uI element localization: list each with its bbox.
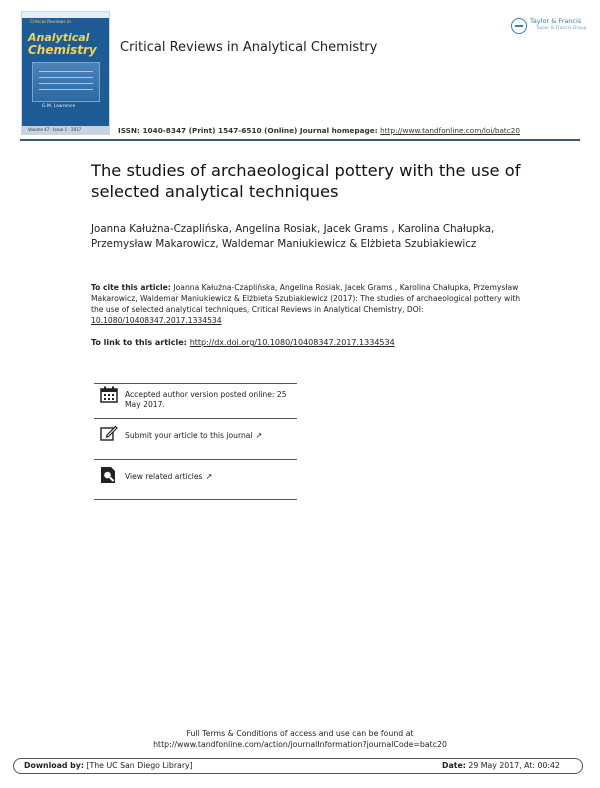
search-document-icon [100, 466, 117, 484]
cover-small-text: Critical Reviews in [30, 20, 72, 25]
submit-article-link[interactable] [125, 431, 297, 441]
citation-text: Joanna Kałużna-Czaplińska, Angelina Rosiak, Jacek Grams , Karolina Chałupka, Przemysław Makarowicz, Waldemar Maniukiewicz & Elżbieta Szubiakiewicz (2017): The studies of archaeological pottery with the use of selected analytical techniques, Critical Reviews in Analytical Chemistry, DOI: [91, 283, 521, 314]
header-divider [20, 139, 580, 141]
external-link-icon: ↗ [205, 472, 213, 481]
download-by [24, 761, 193, 770]
divider [94, 499, 297, 500]
terms-note [100, 728, 500, 750]
cover-footer: Volume 47 · Issue 1 · 2017 [22, 126, 109, 134]
divider [94, 383, 297, 384]
terms-link[interactable]: http://www.tandfonline.com/action/journalInformation?journalCode=batc20 [153, 740, 447, 749]
publisher-logo-icon [511, 18, 527, 34]
journal-name: Critical Reviews in Analytical Chemistry [120, 40, 378, 55]
journal-cover [22, 12, 109, 134]
citation-block [91, 282, 531, 326]
divider [94, 418, 297, 419]
issn-text: ISSN: 1040-8347 (Print) 1547-6510 (Online) Journal homepage: [118, 126, 381, 135]
publisher-logo [511, 16, 587, 36]
related-articles-label: View related articles [125, 472, 203, 481]
cover-editor: G.M. Lawrence [42, 104, 76, 109]
publisher-subname: Taylor & Francis Group [536, 26, 587, 31]
accepted-date: Accepted author version posted online: 25 May 2017. [125, 390, 287, 409]
calendar-icon [100, 386, 118, 403]
download-date-label: Date: [442, 761, 466, 770]
article-title: The studies of archaeological pottery with the use of selected analytical techniques [91, 161, 521, 201]
article-authors: Joanna Kałużna-Czaplińska, Angelina Rosiak, Jacek Grams , Karolina Chałupka, Przemysław Makarowicz, Waldemar Maniukiewicz & Elżbieta Szubiakiewicz [91, 223, 495, 250]
related-articles-link[interactable] [125, 472, 297, 482]
journal-homepage-link[interactable]: http://www.tandfonline.com/loi/batc20 [380, 126, 521, 135]
cover-illustration [32, 62, 100, 102]
download-by-label: Download by: [24, 761, 84, 770]
article-link-label: To link to this article: [91, 338, 190, 347]
terms-line: Full Terms & Conditions of access and use can be found at [186, 729, 414, 738]
doi-link[interactable]: 10.1080/10408347.2017.1334534 [91, 316, 222, 325]
edit-icon [100, 425, 118, 441]
divider [94, 459, 297, 460]
cover-strip [22, 12, 109, 18]
article-link[interactable]: http://dx.doi.org/10.1080/10408347.2017.1334534 [189, 338, 395, 347]
download-date [442, 761, 560, 770]
article-link-line [91, 338, 395, 347]
download-date-value: 29 May 2017, At: 00:42 [465, 761, 560, 770]
publisher-name: Taylor & Francis [530, 17, 582, 25]
cover-title-line1: Analytical [28, 31, 90, 44]
download-by-value: [The UC San Diego Library] [83, 761, 193, 770]
cover-title-line2: Chemistry [28, 43, 97, 57]
citation-label: To cite this article: [91, 283, 174, 292]
external-link-icon: ↗ [255, 431, 263, 440]
issn-line [118, 126, 520, 135]
submit-article-label: Submit your article to this journal [125, 431, 253, 440]
download-bar [13, 758, 583, 774]
